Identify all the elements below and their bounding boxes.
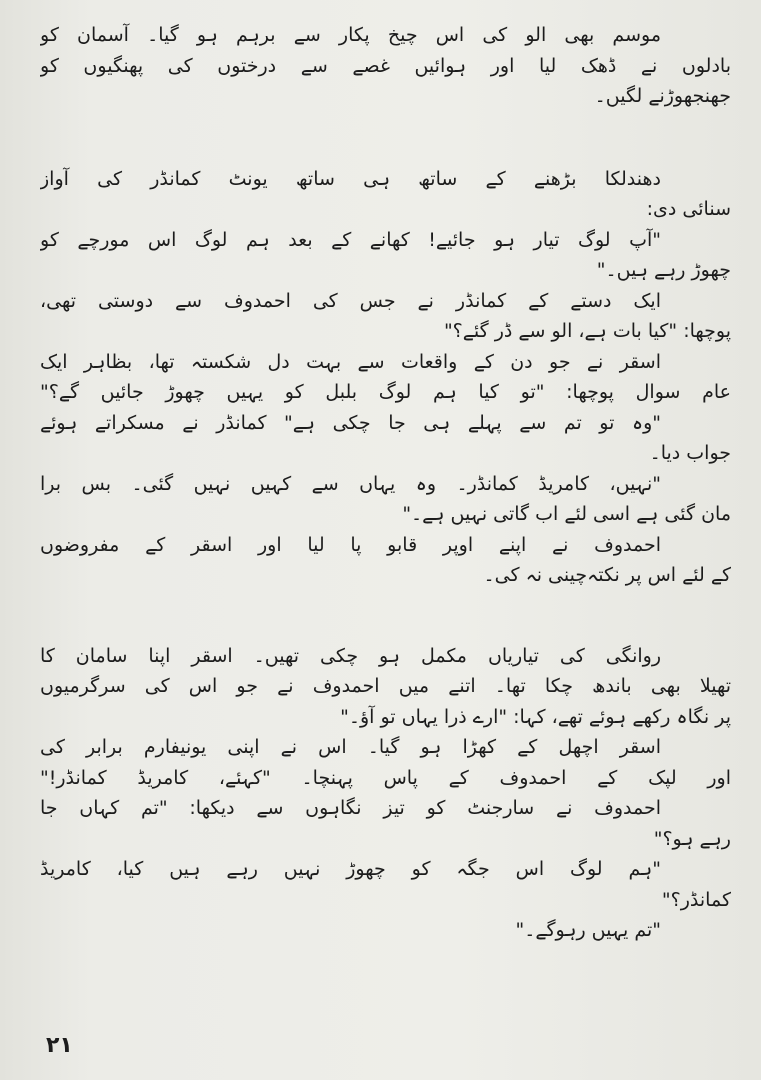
text-line: سنائی دی: <box>646 198 731 220</box>
text-line: اور لپک کے احمدوف کے پاس پہنچا۔ "کہئے، کامریڈ کمانڈر!" <box>40 766 731 789</box>
text-line: رہے ہو؟" <box>653 827 731 850</box>
text-line: "آپ لوگ تیار ہو جائیے! کھانے کے بعد ہم لوگ اس مورچے کو <box>40 228 661 251</box>
text-line: جواب دیا۔ <box>649 442 731 464</box>
text-line: موسم بھی الو کی اس چیخ پکار سے برہم ہو گیا۔ آسمان کو <box>40 24 661 46</box>
paragraph-block-weather <box>40 20 731 112</box>
page-number: ۲۱ <box>46 1033 73 1058</box>
text-line: احمدوف نے اپنے اوپر قابو پا لیا اور اسقر کے مفروضوں <box>40 533 661 556</box>
text-line: چھوڑ رہے ہیں۔" <box>596 259 731 281</box>
text-line: کمانڈر؟" <box>661 888 731 911</box>
text-line: دھندلکا بڑھنے کے ساتھ ہی ساتھ یونٹ کمانڈر کی آواز <box>40 167 661 190</box>
text-line: "وہ تو تم سے پہلے ہی جا چکی ہے" کمانڈر نے مسکراتے ہوئے <box>40 411 661 434</box>
text-line: "ہم لوگ اس جگہ کو چھوڑ نہیں رہے ہیں کیا، کامریڈ <box>40 858 661 880</box>
text-line: پر نگاہ رکھے ہوئے تھے، کہا: "ارے ذرا یہاں تو آؤ۔" <box>340 705 731 728</box>
text-line: "تم یہیں رہوگے۔" <box>515 919 661 941</box>
text-line: پوچھا: "کیا بات ہے، الو سے ڈر گئے؟" <box>443 320 731 342</box>
text-line: روانگی کی تیاریاں مکمل ہو چکی تھیں۔ اسقر اپنا سامان کا <box>40 644 661 667</box>
text-line: اسقر نے جو دن کے واقعات سے بہت دل شکستہ تھا، بظاہر ایک <box>40 350 661 373</box>
text-line: مان گئی ہے اسی لئے اب گاتی نہیں ہے۔" <box>402 503 731 525</box>
text-line: بادلوں نے ڈھک لیا اور ہوائیں غصے سے درختوں کی پھنگیوں کو <box>40 54 731 77</box>
text-line: جھنجھوڑنے لگیں۔ <box>594 85 731 107</box>
paragraph-block-dialogue <box>40 164 731 591</box>
text-line: اسقر اچھل کے کھڑا ہو گیا۔ اس نے اپنی یونیفارم برابر کی <box>40 736 661 758</box>
paragraph-block-departure <box>40 641 731 946</box>
text-line: ایک دستے کے کمانڈر نے جس کی احمدوف سے دوستی تھی، <box>40 289 661 312</box>
text-line: عام سوال پوچھا: "تو کیا ہم لوگ بلبل کو یہیں چھوڑ جائیں گے؟" <box>40 381 731 403</box>
text-line: تھیلا بھی باندھ چکا تھا۔ اتنے میں احمدوف نے جو اس کی سرگرمیوں <box>40 675 731 697</box>
text-line: احمدوف نے سارجنٹ کو تیز نگاہوں سے دیکھا: "تم کہاں جا <box>40 797 661 819</box>
text-line: کے لئے اس پر نکتہ‌چینی نہ کی۔ <box>483 564 731 586</box>
text-line: "نہیں، کامریڈ کمانڈر۔ وہ یہاں سے کہیں نہیں گئی۔ بس برا <box>40 472 661 495</box>
